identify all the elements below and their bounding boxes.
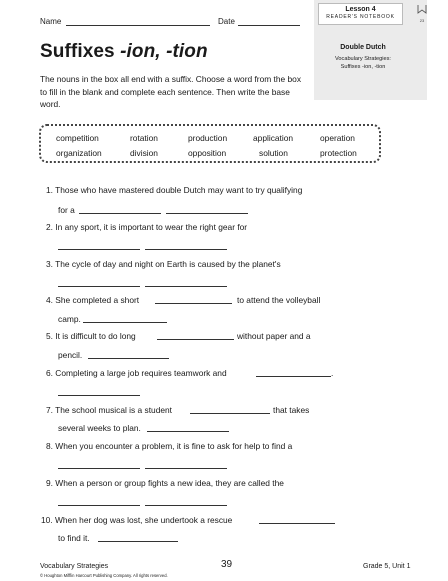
item-4-text: 4. She completed a short [46, 295, 140, 305]
word-organization: organization [56, 148, 102, 158]
corner-mark [417, 1, 427, 23]
item-5-text-b: without paper and a [237, 331, 311, 341]
item-9-text: 9. When a person or group fights a new idea, they are called the [46, 478, 284, 488]
item-4-base-blank[interactable] [83, 322, 167, 323]
item-8-text: 8. When you encounter a problem, it is fine to ask for help to find a [46, 441, 293, 451]
item-5-text: 5. It is difficult to do long [46, 331, 136, 341]
page-number: 39 [221, 559, 233, 570]
title-suffix: -ion, -tion [120, 41, 208, 62]
word-division: division [130, 148, 158, 158]
item-2-word-blank[interactable] [58, 249, 140, 250]
item-6-word-blank[interactable] [256, 376, 331, 377]
item-4-word-blank[interactable] [155, 303, 232, 304]
copyright: © Houghton Mifflin Harcourt Publishing Company. All rights reserved. [40, 573, 168, 578]
word-protection: protection [320, 148, 357, 158]
item-2-base-blank[interactable] [145, 249, 227, 250]
item-10-base-blank[interactable] [98, 541, 178, 542]
item-10-text: 10. When her dog was lost, she undertook a rescue [41, 515, 233, 525]
title-prefix: Suffixes [40, 41, 121, 62]
word-operation: operation [320, 133, 355, 143]
item-8-base-blank[interactable] [145, 468, 227, 469]
item-6-period: . [331, 368, 334, 378]
word-box [39, 124, 381, 163]
item-5-base-blank[interactable] [88, 358, 169, 359]
item-4-text-b: to attend the volleyball [237, 295, 321, 305]
item-1-base-blank[interactable] [166, 213, 248, 214]
item-1-word-blank[interactable] [79, 213, 161, 214]
item-4-cont: camp. [58, 314, 81, 324]
sidebar-title: Double Dutch [340, 44, 386, 51]
name-field[interactable] [66, 25, 210, 26]
corner-code: 23 [419, 18, 425, 23]
footer-left: Vocabulary Strategies [40, 563, 109, 570]
item-5-cont: pencil. [58, 350, 83, 360]
item-7-cont: several weeks to plan. [58, 423, 141, 433]
item-6-base-blank[interactable] [58, 395, 140, 396]
item-10-cont: to find it. [58, 533, 90, 543]
bookmark-icon [417, 5, 427, 14]
item-7-text-b: that takes [273, 405, 310, 415]
footer-right: Grade 5, Unit 1 [363, 563, 411, 570]
item-3-base-blank[interactable] [145, 286, 227, 287]
date-label: Date [218, 17, 235, 26]
item-2-text: 2. In any sport, it is important to wear the right gear for [46, 222, 248, 232]
word-production: production [188, 133, 228, 143]
instructions: The nouns in the box all end with a suffix. Choose a word from the box to fill in the blank and complete each sentence. Then write the base word. [40, 74, 302, 110]
date-field[interactable] [238, 25, 300, 26]
lesson-tab [318, 3, 403, 25]
item-7-base-blank[interactable] [147, 431, 229, 432]
sidebar-subtitle: Vocabulary Strategies: [335, 56, 391, 62]
sidebar-subtitle-2: Suffixes -ion, -tion [340, 64, 386, 70]
item-8-word-blank[interactable] [58, 468, 140, 469]
item-10-word-blank[interactable] [259, 523, 335, 524]
page-title [40, 41, 208, 63]
name-label: Name [40, 17, 62, 26]
item-9-word-blank[interactable] [58, 505, 140, 506]
item-5-word-blank[interactable] [157, 339, 234, 340]
item-6-text: 6. Completing a large job requires teamwork and [46, 368, 227, 378]
item-1-text: 1. Those who have mastered double Dutch may want to try qualifying [46, 185, 303, 195]
item-3-word-blank[interactable] [58, 286, 140, 287]
word-competition: competition [56, 133, 99, 143]
item-9-base-blank[interactable] [145, 505, 227, 506]
lesson-number: Lesson 4 [345, 6, 376, 13]
item-7-word-blank[interactable] [190, 413, 270, 414]
word-solution: solution [259, 148, 288, 158]
item-7-text: 7. The school musical is a student [46, 405, 173, 415]
item-1-cont: for a [58, 205, 75, 215]
word-opposition: opposition [188, 148, 227, 158]
word-rotation: rotation [130, 133, 158, 143]
notebook-label: READER'S NOTEBOOK [326, 14, 395, 20]
word-application: application [253, 133, 294, 143]
item-3-text: 3. The cycle of day and night on Earth is caused by the planet's [46, 259, 281, 269]
